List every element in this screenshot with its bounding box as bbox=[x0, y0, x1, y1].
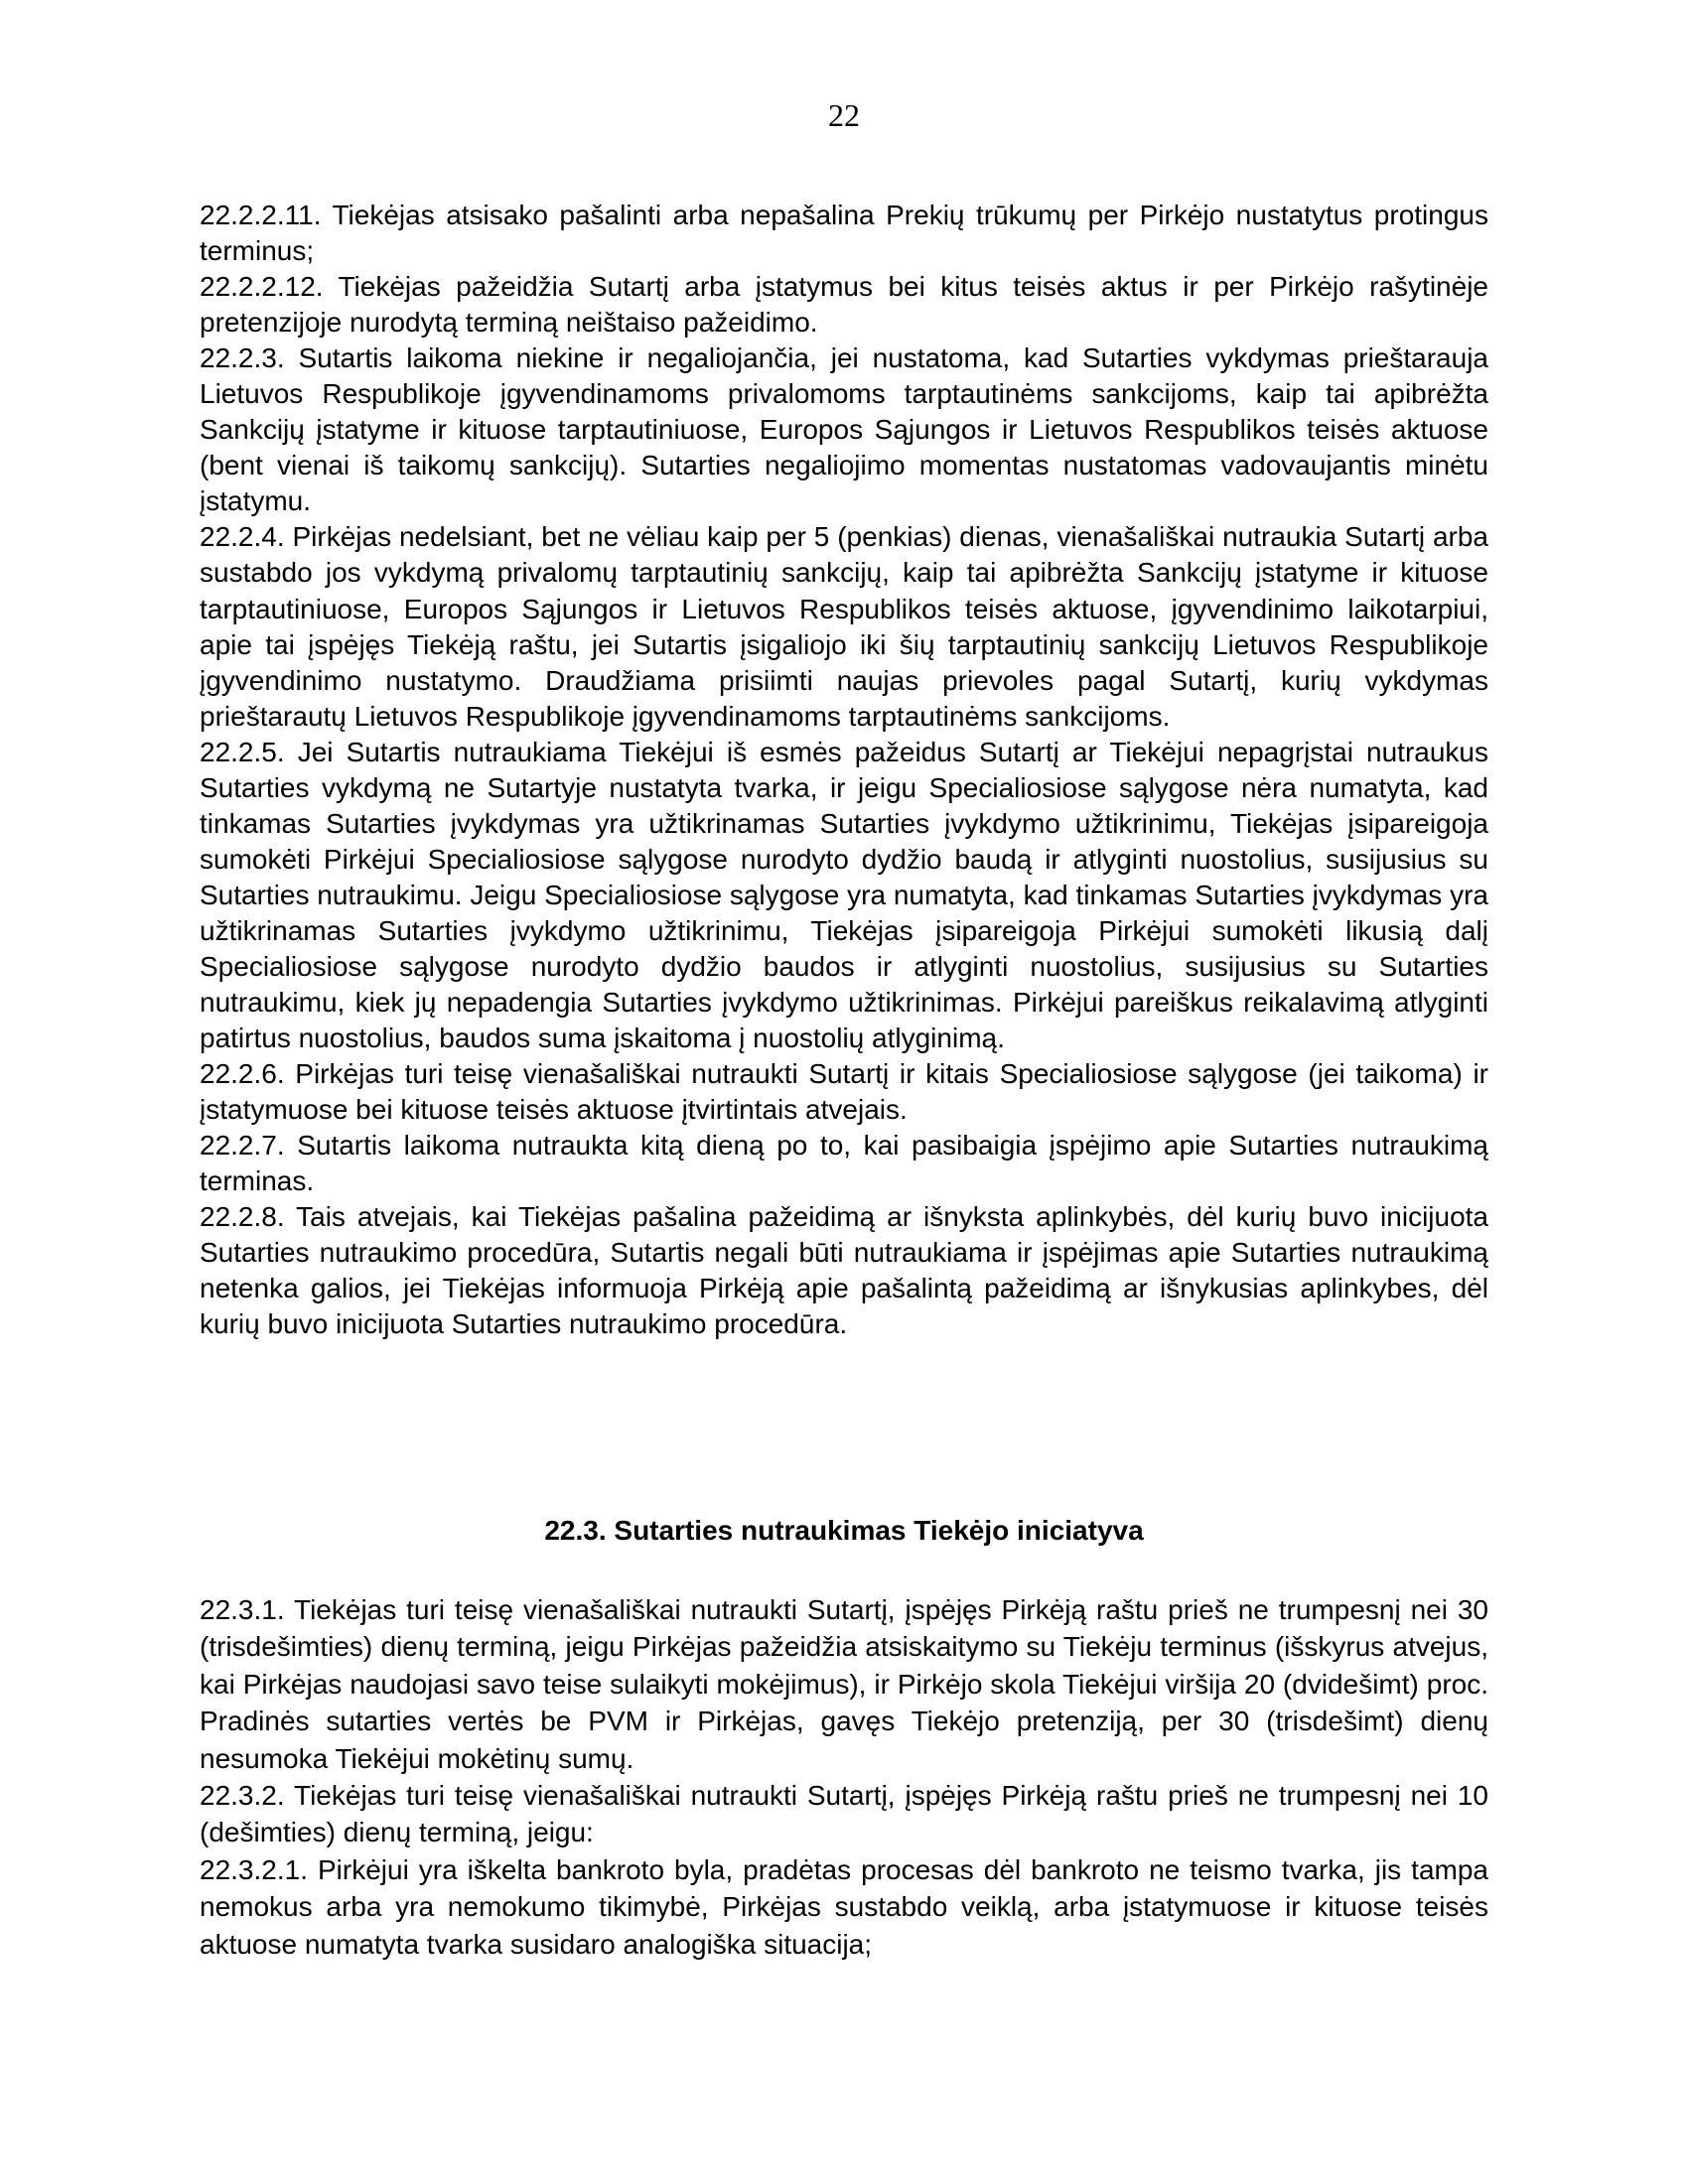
clause-22-2-2-12: 22.2.2.12. Tiekėjas pažeidžia Sutartį arba įstatymus bei kitus teisės aktus ir per Pirkėjo rašytinėje pretenzijoje nurodytą terminą neištaiso pažeidimo. bbox=[200, 271, 1488, 339]
clause-22-2-3: 22.2.3. Sutartis laikoma niekine ir negaliojančia, jei nustatoma, kad Sutarties vykdymas prieštarauja Lietuvos Respublikoje įgyvendinamoms privalomoms tarptautinėms sankcijoms, kaip tai apibrėžta Sankcijų įstatyme ir kituose tarptautiniuose, Europos Sąjungos ir Lietuvos Respublikos teisės aktuose (bent vienai iš taikomų sankcijų). Sutarties negaliojimo momentas nustatomas vadovaujantis minėtu įstatymu. bbox=[200, 342, 1488, 517]
clause-22-3-2-1: 22.3.2.1. Pirkėjui yra iškelta bankroto byla, pradėtas procesas dėl bankroto ne teismo tvarka, jis tampa nemokus arba yra nemokumo tikimybė, Pirkėjas sustabdo veiklą, arba įstatymuose ir kituose teisės aktuose numatyta tvarka susidaro analogiška situacija; bbox=[200, 1853, 1488, 1960]
section-22-2-body bbox=[200, 198, 1488, 1343]
clause-22-2-7: 22.2.7. Sutartis laikoma nutraukta kitą dieną po to, kai pasibaigia įspėjimo apie Sutarties nutraukimą terminas. bbox=[200, 1130, 1488, 1197]
section-heading-22-3: 22.3. Sutarties nutraukimas Tiekėjo iniciatyva bbox=[544, 1515, 1144, 1546]
clause-22-2-4: 22.2.4. Pirkėjas nedelsiant, bet ne vėliau kaip per 5 (penkias) dienas, vienašališkai nutraukia Sutartį arba sustabdo jos vykdymą privalomų tarptautinių sankcijų, kaip tai apibrėžta Sankcijų įstatyme ir kituose tarptautiniuose, Europos Sąjungos ir Lietuvos Respublikos teisės aktuose, įgyvendinimo laikotarpiui, apie tai įspėjęs Tiekėją raštu, jei Sutartis įsigaliojo iki šių tarptautinių sankcijų Lietuvos Respublikoje įgyvendinimo nustatymo. Draudžiama prisiimti naujas prievoles pagal Sutartį, kurių vykdymas prieštarautų Lietuvos Respublikoje įgyvendinamoms tarptautinėms sankcijoms. bbox=[200, 521, 1488, 732]
clause-22-2-8: 22.2.8. Tais atvejais, kai Tiekėjas pašalina pažeidimą ar išnyksta aplinkybės, dėl kurių buvo inicijuota Sutarties nutraukimo procedūra, Sutartis negali būti nutraukiama ir įspėjimas apie Sutarties nutraukimą netenka galios, jei Tiekėjas informuoja Pirkėją apie pašalintą pažeidimą ar išnykusias aplinkybes, dėl kurių buvo inicijuota Sutarties nutraukimo procedūra. bbox=[200, 1201, 1488, 1340]
clause-22-2-6: 22.2.6. Pirkėjas turi teisę vienašališkai nutraukti Sutartį ir kitais Specialiosiose sąlygose (jei taikoma) ir įstatymuose bei kituose teisės aktuose įtvirtintais atvejais. bbox=[200, 1058, 1488, 1126]
page-number: 22 bbox=[828, 97, 860, 133]
clause-22-2-5: 22.2.5. Jei Sutartis nutraukiama Tiekėjui iš esmės pažeidus Sutartį ar Tiekėjui nepagrįstai nutraukus Sutarties vykdymą ne Sutartyje nustatyta tvarka, ir jeigu Specialiosiose sąlygose nėra numatyta, kad tinkamas Sutarties įvykdymas yra užtikrinamas Sutarties įvykdymo užtikrinimu, Tiekėjas įsipareigoja sumokėti Pirkėjui Specialiosiose sąlygose nurodyto dydžio baudą ir atlyginti nuostolius, susijusius su Sutarties nutraukimu. Jeigu Specialiosiose sąlygose yra numatyta, kad tinkamas Sutarties įvykdymas yra užtikrinamas Sutarties įvykdymo užtikrinimu, Tiekėjas įsipareigoja Pirkėjui sumokėti likusią dalį Specialiosiose sąlygose nurodyto dydžio baudos ir atlyginti nuostolius, susijusius su Sutarties nutraukimu, kiek jų nepadengia Sutarties įvykdymo užtikrinimas. Pirkėjui pareiškus reikalavimą atlyginti patirtus nuostolius, baudos suma įskaitoma į nuostolių atlyginimą. bbox=[200, 736, 1488, 1054]
section-22-3-body bbox=[200, 1591, 1488, 1963]
clause-22-3-2: 22.3.2. Tiekėjas turi teisę vienašališkai nutraukti Sutartį, įspėjęs Pirkėją raštu prieš ne trumpesnį nei 10 (dešimties) dienų terminą, jeigu: bbox=[200, 1780, 1488, 1848]
clause-22-3-1: 22.3.1. Tiekėjas turi teisę vienašališkai nutraukti Sutartį, įspėjęs Pirkėją raštu prieš ne trumpesnį nei 30 (trisdešimties) dienų terminą, jeigu Pirkėjas pažeidžia atsiskaitymo su Tiekėju terminus (išskyrus atvejus, kai Pirkėjas naudojasi savo teise sulaikyti mokėjimus), ir Pirkėjo skola Tiekėjui viršija 20 (dvidešimt) proc. Pradinės sutarties vertės be PVM ir Pirkėjas, gavęs Tiekėjo pretenziją, per 30 (trisdešimt) dienų nesumoka Tiekėjui mokėtinų sumų. bbox=[200, 1594, 1488, 1774]
clause-22-2-2-11: 22.2.2.11. Tiekėjas atsisako pašalinti arba nepašalina Prekių trūkumų per Pirkėjo nustatytus protingus terminus; bbox=[200, 200, 1488, 267]
